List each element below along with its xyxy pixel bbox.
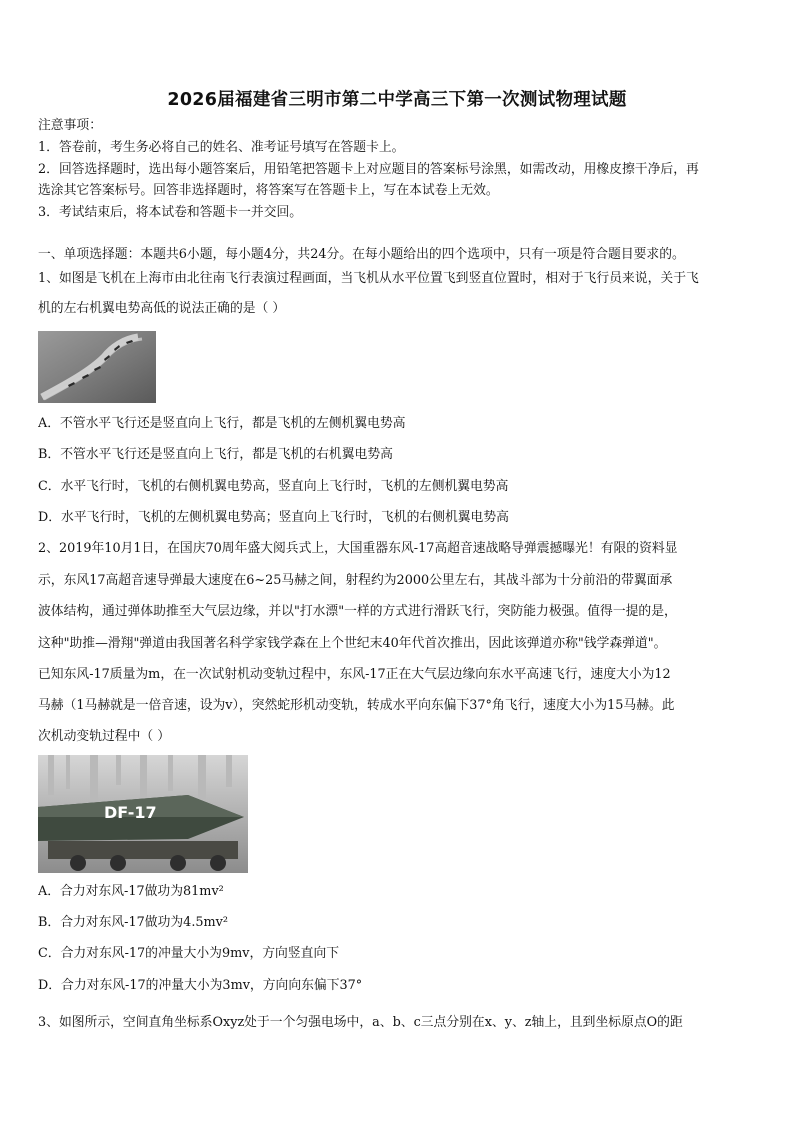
question-1-option: C．水平飞行时，飞机的右侧机翼电势高，竖直向上飞行时，飞机的左侧机翼电势高 — [38, 479, 509, 494]
page-title: 2026届福建省三明市第二中学高三下第一次测试物理试题 — [167, 90, 627, 110]
question-2-text: 波体结构，通过弹体助推至大气层边缘，并以"打水漂"一样的方式进行滑跃飞行，突防能力极强。值得一提的是， — [38, 604, 677, 619]
airshow-photo — [38, 331, 156, 403]
notice-item: 3．考试结束后，将本试卷和答题卡一并交回。 — [38, 205, 303, 220]
question-1-text: 机的左右机翼电势高低的说法正确的是（ ） — [38, 301, 286, 316]
question-1-option: B．不管水平飞行还是竖直向上飞行，都是飞机的右机翼电势高 — [38, 447, 393, 462]
question-2-text: 示，东风17高超音速导弹最大速度在6~25马赫之间，射程约为2000公里左右，其战斗部为十分前沿的带翼面承 — [38, 573, 673, 588]
section-heading: 一、单项选择题：本题共6小题，每小题4分，共24分。在每小题给出的四个选项中，只有一项是符合题目要求的。 — [38, 247, 685, 262]
question-2-text: 马赫（1马赫就是一倍音速，设为v），突然蛇形机动变轨，转成水平向东偏下37°角飞行，速度大小为15马赫。此 — [38, 698, 675, 713]
question-1-text: 1、如图是飞机在上海市由北往南飞行表演过程画面，当飞机从水平位置飞到竖直位置时，相对于飞行员来说，关于飞 — [38, 271, 699, 286]
question-3-text: 3、如图所示，空间直角坐标系Oxyz处于一个匀强电场中，a、b、c三点分别在x、y、z轴上，且到坐标原点O的距 — [38, 1015, 683, 1030]
notice-heading: 注意事项： — [38, 118, 102, 133]
question-2-text: 已知东风-17质量为m，在一次试射机动变轨过程中，东风-17正在大气层边缘向东水平高速飞行，速度大小为12 — [38, 667, 671, 682]
question-1-option: D．水平飞行时，飞机的左侧机翼电势高；竖直向上飞行时，飞机的右侧机翼电势高 — [38, 510, 509, 525]
question-2-option: D．合力对东风-17的冲量大小为3mv，方向向东偏下37° — [38, 978, 363, 993]
notice-item: 选涂其它答案标号。回答非选择题时，将答案写在答题卡上，写在本试卷上无效。 — [38, 183, 499, 198]
notice-item: 1．答卷前，考生务必将自己的姓名、准考证号填写在答题卡上。 — [38, 140, 405, 155]
question-2-text: 这种"助推—滑翔"弹道由我国著名科学家钱学森在上个世纪末40年代首次推出，因此该弹道亦称"钱学森弹道"。 — [38, 636, 667, 651]
df17-missile-photo — [38, 755, 248, 873]
question-2-option: A．合力对东风-17做功为81mv² — [38, 884, 224, 899]
missile-label: DF-17 — [104, 803, 157, 822]
question-1-option: A．不管水平飞行还是竖直向上飞行，都是飞机的左侧机翼电势高 — [38, 416, 406, 431]
question-2-text: 2、2019年10月1日，在国庆70周年盛大阅兵式上，大国重器东风-17高超音速战略导弹震撼曝光！有限的资料显 — [38, 541, 678, 556]
question-2-text: 次机动变轨过程中（ ） — [38, 729, 171, 744]
notice-item: 2．回答选择题时，选出每小题答案后，用铅笔把答题卡上对应题目的答案标号涂黑，如需改动，用橡皮擦干净后，再 — [38, 162, 699, 177]
question-2-option: C．合力对东风-17的冲量大小为9mv，方向竖直向下 — [38, 946, 340, 961]
question-2-option: B．合力对东风-17做功为4.5mv² — [38, 915, 229, 930]
